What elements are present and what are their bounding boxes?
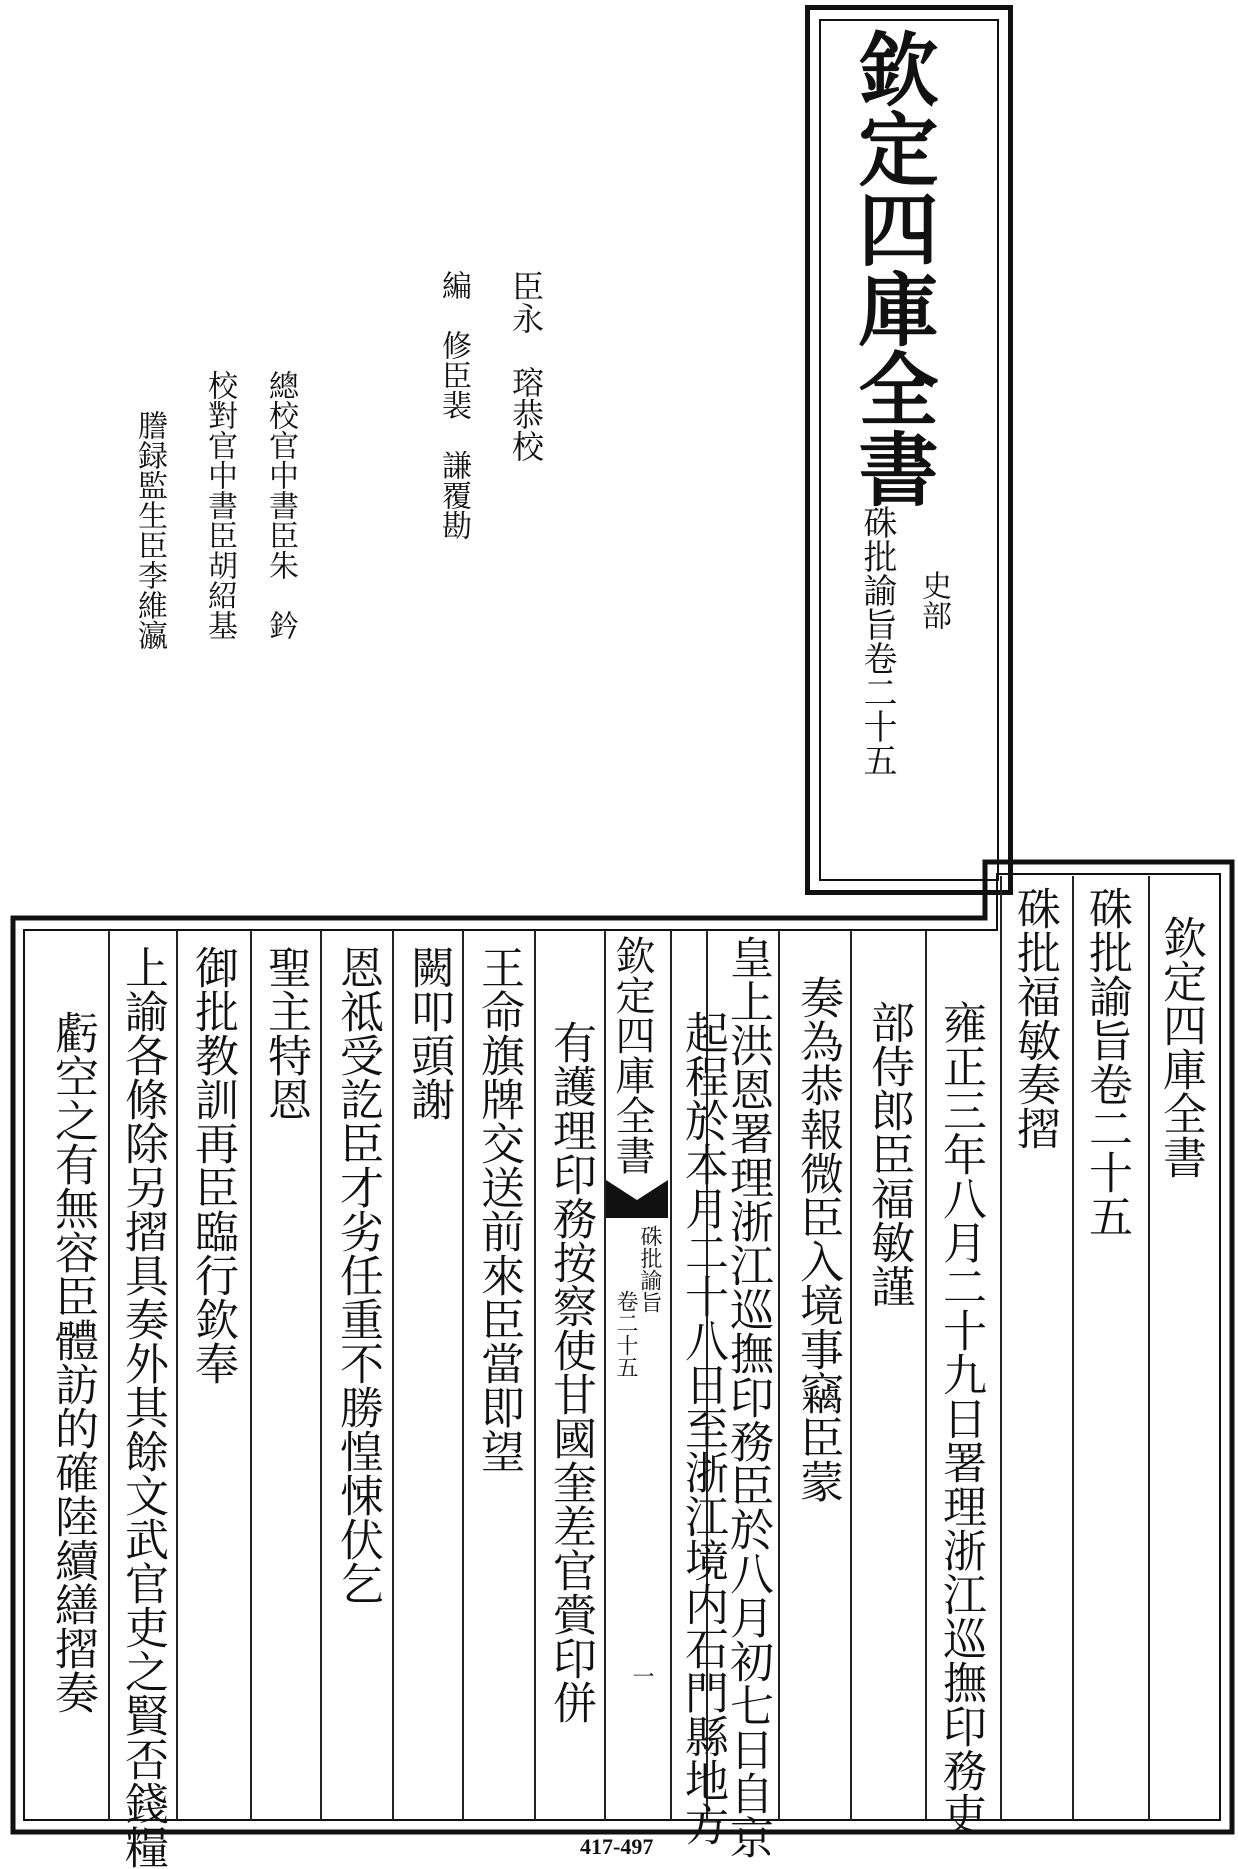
credit-reviser: 編 修臣裴 謙覆勘: [436, 270, 471, 540]
text-column: 雍正三年八月二十九日署理浙江巡撫印務吏: [935, 1000, 986, 1836]
text-column: 王命旗牌交送前來臣當即望: [473, 945, 524, 1473]
credit-copyist: 謄録監生臣李維瀛: [132, 410, 167, 650]
title-slip-title: 欽定四庫全書: [845, 28, 939, 508]
text-column: 有護理印務按察使甘國奎差官賫印併: [545, 1020, 596, 1724]
text-column: 部侍郎臣福敏謹: [863, 1000, 914, 1308]
text-column: 虧空之有無容臣體訪的確陸續繕摺奏: [47, 1010, 98, 1714]
text-column: 起程於本月二十八日至浙江境内石門縣地方: [677, 1010, 728, 1846]
title-slip-category: 史部: [916, 570, 951, 630]
text-column: 上諭各條除另摺具奏外其餘文武官吏之賢否錢糧: [117, 945, 168, 1869]
volume-title: 硃批諭旨卷二十五: [1081, 886, 1132, 1238]
credit-chief-collator: 總校官中書臣朱 鈐: [263, 370, 298, 640]
title-slip-subtitle: 硃批諭旨卷二十五: [857, 505, 897, 777]
text-column: 聖主特恩: [260, 945, 311, 1121]
fish-tail-mark: [604, 1178, 670, 1222]
subject-title: 硃批福敏奏摺: [1009, 886, 1060, 1150]
center-juan: 卷二十五: [613, 1290, 638, 1378]
center-header: 欽定四庫全書: [609, 935, 655, 1175]
text-column: 闕叩頭謝: [403, 945, 454, 1121]
center-volume: 硃批諭旨: [637, 1225, 662, 1313]
text-column: 奏為恭報微臣入境事竊臣蒙: [792, 975, 843, 1503]
text-column: 恩祗受訖臣才劣任重不勝惶悚伏乞: [332, 945, 383, 1605]
credit-editor-in-chief: 臣永 瑢恭校: [507, 270, 545, 462]
footer-page-number: 417-497: [580, 1834, 654, 1859]
main-header: 欽定四庫全書: [1155, 915, 1206, 1179]
text-column: 皇上洪恩署理浙江巡撫印務臣於八月初七日自京: [722, 935, 773, 1859]
center-page-number: 一: [629, 1665, 654, 1687]
text-column: 御批教訓再臣臨行欽奉: [187, 945, 238, 1385]
credit-proofreader: 校對官中書臣胡紹基: [202, 370, 237, 640]
